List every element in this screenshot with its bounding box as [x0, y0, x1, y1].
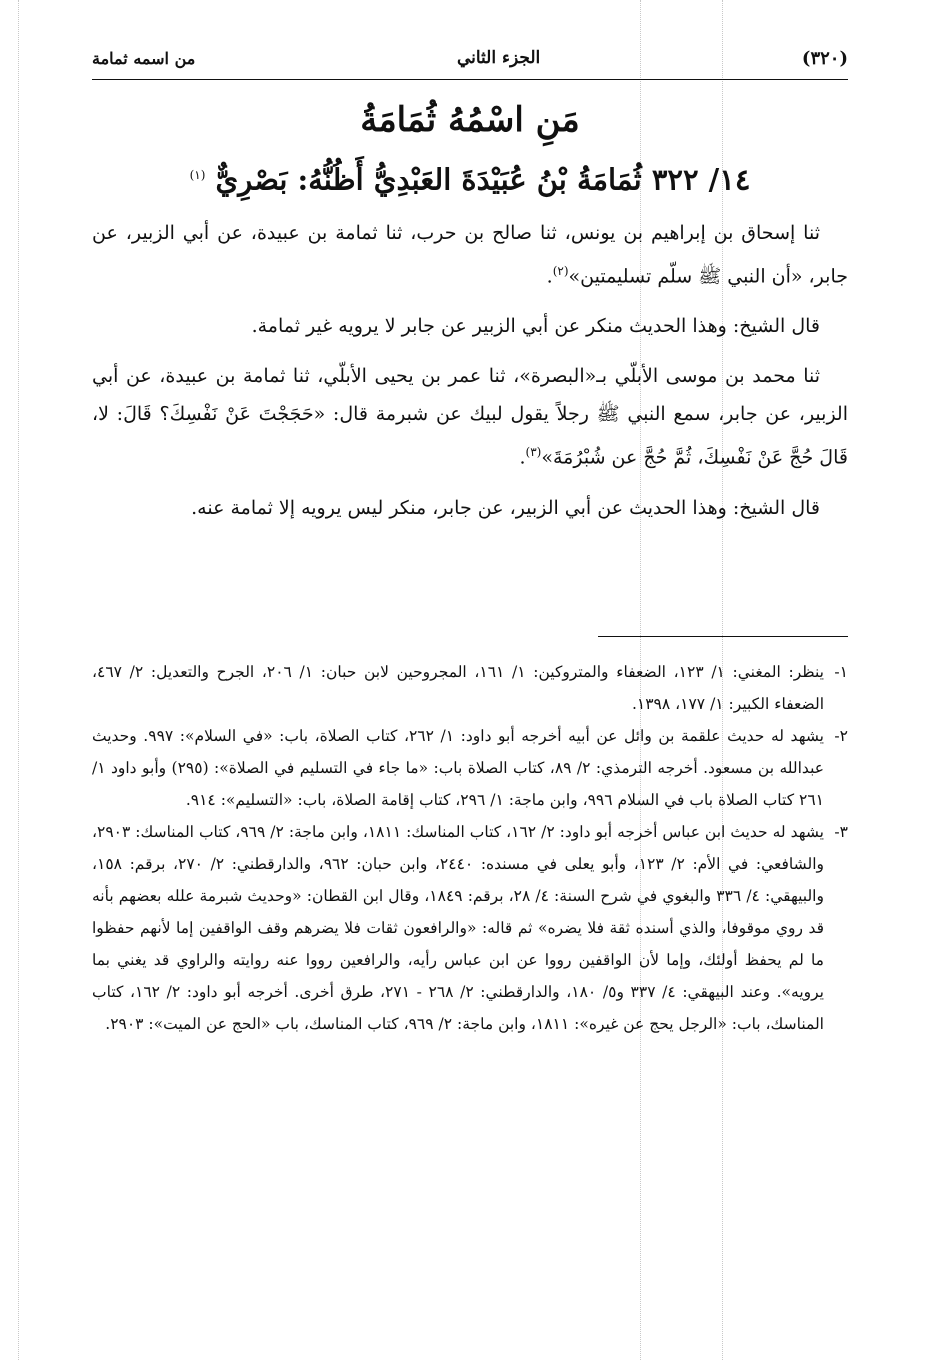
page-header [92, 38, 848, 78]
paragraph [92, 357, 848, 476]
footnotes [92, 656, 848, 1040]
hadith-text: ثنا محمد بن موسى الأبلّي بـ«البصرة»، ثنا عمر بن يحيى الأبلّي، ثنا ثمامة بن عبيدة، عن أبي الزبير، عن جابر، سمع النبي ﷺ رجلاً يقول لبيك عن شبرمة قال: «حَجَجْتَ عَنْ نَفْسِكَ؟ قَالَ: لا، قَالَ حُجَّ عَنْ نَفْسِكَ، ثُمَّ حُجَّ عن شُبْرُمَةَ» [92, 365, 848, 469]
entry-heading [92, 152, 848, 203]
footnote-number: ١- [834, 663, 848, 681]
scan-line [18, 0, 19, 1360]
paragraph [92, 214, 848, 295]
paragraph [92, 307, 848, 345]
footnote-divider [598, 636, 848, 637]
footnote-text: يشهد له حديث ابن عباس أخرجه أبو داود: ٢/ ١٦٢، كتاب المناسك: ١٨١١، وابن ماجة: ٢/ ٩٦٩، كتاب المناسك: ٢٩٠٣، والشافعي: في الأم: ٢/ ١٢٣، وأبو يعلى في مسنده: ٢٤٤٠، وابن حبان: ٩٦٢، والدارقطني: ٢/ ٢٧٠، برقم: ١٥٨، والبيهقي: ٤/ ٣٣٦ والبغوي في شرح السنة: ٤/ ٢٨، برقم: ١٨٤٩، وقال ابن القطان: «وحديث شبرمة علله بعضهم بأنه قد روي موقوفا، والذي أسنده ثقة فلا يضره» ثم قاله: «والرافعون ثقات فلا يضرهم وقف الواقفين إما لأنهم حفظوا ما لم يحفظ أولئك، وإما لأن الواقفين رووا عن ابن عباس رأيه، والرافعين رووا عنه روايته والراوي قد يغني بما يرويه». وعند البيهقي: ٤/ ٣٣٧ و٥/ ١٨٠، والدارقطني: ٢/ ٢٦٨ - ٢٧١، طرق أخرى. أخرجه أبو داود: ٢/ ١٦٢، كتاب المناسك، باب: «الرجل يحج عن غيره»: ١٨١١، وابن ماجة: ٢/ ٩٦٩، كتاب المناسك، باب «الحج عن الميت»: ٢٩٠٣. [92, 823, 825, 1033]
running-title: من اسمه ثمامة [92, 48, 196, 68]
main-text [92, 214, 848, 539]
hadith-text: ثنا إسحاق بن إبراهيم بن يونس، ثنا صالح بن حرب، ثنا ثمامة بن عبيدة، عن أبي الزبير، عن جابر، «أن النبي ﷺ سلّم تسليمتين» [92, 222, 848, 288]
footnote [92, 816, 848, 1040]
entry-number: ١٤/ ٣٢٢ [651, 162, 751, 197]
punctuation: . [546, 265, 553, 288]
footnote-text: ينظر: المغني: ١/ ١٢٣، الضعفاء والمتروكين: ١/ ١٦١، المجروحين لابن حبان: ١/ ٢٠٦، الجرح والتعديل: ٢/ ٤٦٧، الضعفاء الكبير: ١/ ١٧٧، ١٣٩٨. [92, 663, 824, 713]
part-label: الجزء الثاني [456, 48, 541, 68]
header-divider [92, 79, 848, 80]
footnote-text: يشهد له حديث علقمة بن وائل عن أبيه أخرجه أبو داود: ١/ ٢٦٢، كتاب الصلاة، باب: «في السلام»: ٩٩٧. وحديث عبدالله بن مسعود. أخرجه الترمذي: ٢/ ٨٩، كتاب الصلاة باب: «ما جاء في التسليم في الصلاة»: (٢٩٥) وأبو داود ١/ ٢٦١ كتاب الصلاة باب في السلام ٩٩٦، وابن ماجة: ١/ ٢٩٦، كتاب إقامة الصلاة، باب: «التسليم»: ٩١٤. [92, 727, 824, 809]
punctuation: . [519, 446, 526, 469]
footnote [92, 720, 848, 816]
footnote-number: ٣- [834, 823, 848, 841]
section-title: مَنِ اسْمُهُ ثُمَامَةُ [360, 100, 580, 140]
commentary-text: قال الشيخ: وهذا الحديث منكر عن أبي الزبير عن جابر لا يرويه غير ثمامة. [251, 315, 820, 338]
page-number: (٣٢٠) [801, 47, 848, 69]
footnote-ref: (١) [189, 168, 206, 182]
paragraph [92, 489, 848, 527]
commentary-text: قال الشيخ: وهذا الحديث عن أبي الزبير، عن جابر، منكر ليس يرويه إلا ثمامة عنه. [191, 496, 820, 519]
footnote-ref: (٣) [525, 445, 542, 460]
entry-name: ثُمَامَةُ بْنُ عُبَيْدَةَ العَبْدِيُّ أَظُنُّهُ: بَصْرِيٌّ [215, 162, 642, 197]
footnote [92, 656, 848, 720]
footnote-number: ٢- [834, 727, 848, 745]
footnote-ref: (٢) [552, 264, 569, 278]
